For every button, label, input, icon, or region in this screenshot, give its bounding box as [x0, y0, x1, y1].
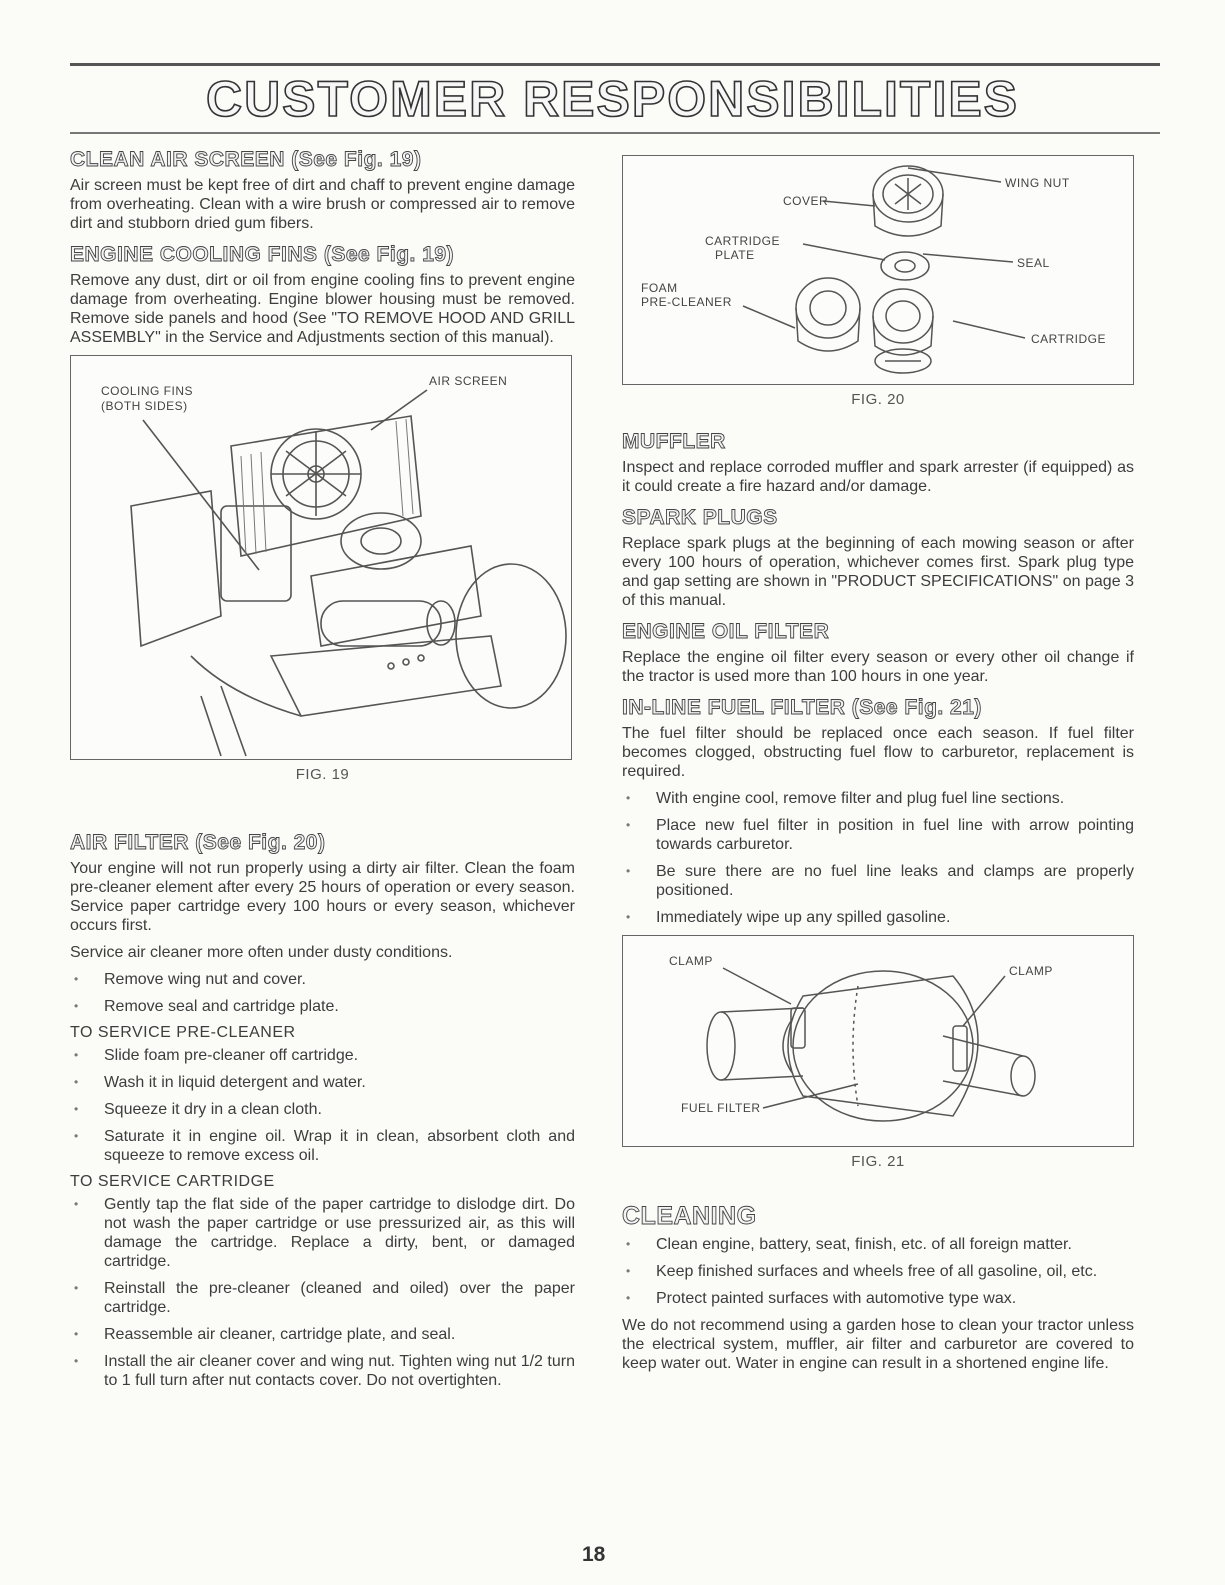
fig19-label-cooling-fins: COOLING FINS [101, 384, 194, 398]
muffler-section [622, 430, 1134, 496]
list-item: • Keep finished surfaces and wheels free of all gasoline, oil, etc. [622, 1262, 1134, 1281]
air-filter-steps [70, 970, 575, 1016]
fig19-caption: FIG. 19 [295, 766, 350, 783]
list-item: • Place new fuel filter in position in fuel line with arrow pointing towards carburetor. [622, 816, 1134, 854]
engine-oil-filter-heading: ENGINE OIL FILTER [622, 620, 830, 643]
fig20-label-cover: COVER [783, 194, 829, 208]
engine-drawing [71, 356, 571, 759]
list-item: • Gently tap the flat side of the paper cartridge to dislodge dirt. Do not wash the paper cartridge or use pressurized air, as this will damage the cartridge. Replace a dirty, bent, or damaged cartridge. [70, 1195, 575, 1271]
fuel-filter-steps [622, 789, 1134, 927]
precleaner-subheading: TO SERVICE PRE-CLEANER [70, 1024, 296, 1041]
figure-19-engine-illustration [70, 355, 572, 760]
fig19-label-both-sides: (BOTH SIDES) [101, 399, 188, 413]
engine-cooling-fins-text: Remove any dust, dirt or oil from engine cooling fins to prevent engine damage from overheating. Engine blower housing must be removed. Remove side panels and hood (See "TO REMOVE HOOD AND GRILL ASSEMBLY" in the Service and Adjustments section of this manual). [70, 272, 575, 346]
page-number: 18 [582, 1543, 606, 1566]
fig20-label-wing-nut: WING NUT [1005, 176, 1070, 190]
list-item: • Wash it in liquid detergent and water. [70, 1073, 575, 1092]
fig19-label-air-screen: AIR SCREEN [429, 374, 508, 388]
fig20-label-seal: SEAL [1017, 256, 1050, 270]
fig21-label-clamp-left: CLAMP [669, 954, 713, 968]
air-filter-section [70, 831, 575, 1390]
list-item: • Be sure there are no fuel line leaks and clamps are properly positioned. [622, 862, 1134, 900]
clean-air-screen-heading: CLEAN AIR SCREEN (See Fig. 19) [70, 148, 422, 171]
precleaner-steps [70, 1046, 575, 1165]
cartridge-steps [70, 1195, 575, 1390]
muffler-text: Inspect and replace corroded muffler and spark arrester (if equipped) as it could create a fire hazard and/or damage. [622, 459, 1134, 495]
air-filter-dusty-note: Service air cleaner more often under dusty conditions. [70, 944, 453, 961]
cleaning-section [622, 1202, 1134, 1373]
fuel-filter-heading: IN-LINE FUEL FILTER (See Fig. 21) [622, 696, 982, 719]
list-item: • Protect painted surfaces with automotive type wax. [622, 1289, 1134, 1308]
figure-20-air-cleaner [622, 155, 1134, 385]
air-cleaner-drawing [623, 156, 1133, 384]
cleaning-text: We do not recommend using a garden hose to clean your tractor unless the electrical system, muffler, air filter and carburetor are covered to keep water out. Water in engine can result in a shortened engine life. [622, 1317, 1134, 1372]
engine-cooling-fins-heading: ENGINE COOLING FINS (See Fig. 19) [70, 243, 455, 266]
list-item: • Squeeze it dry in a clean cloth. [70, 1100, 575, 1119]
page-title: CUSTOMER RESPONSIBILITIES [205, 71, 1020, 127]
fig20-label-cartridge-plate-1: CARTRIDGE [705, 234, 780, 248]
fuel-filter-text: The fuel filter should be replaced once each season. If fuel filter becomes clogged, obstructing fuel flow to carburetor, replacement is required. [622, 725, 1134, 780]
list-item: • Immediately wipe up any spilled gasoline. [622, 908, 1134, 927]
engine-oil-filter-section [622, 620, 1134, 686]
fig20-label-foam: FOAM [641, 281, 678, 295]
fig20-label-cartridge: CARTRIDGE [1031, 332, 1106, 346]
engine-oil-filter-text: Replace the engine oil filter every season or every other oil change if the tractor is used more than 100 hours in one year. [622, 649, 1134, 685]
air-filter-text: Your engine will not run properly using a dirty air filter. Clean the foam pre-cleaner element after every 25 hours of operation or every season. Service paper cartridge every 100 hours or every season, whichever occurs first. [70, 860, 575, 934]
fig20-caption: FIG. 20 [851, 391, 905, 408]
list-item: • Remove wing nut and cover. [70, 970, 575, 989]
cartridge-subheading: TO SERVICE CARTRIDGE [70, 1173, 275, 1190]
fig21-label-fuel-filter: FUEL FILTER [681, 1101, 761, 1115]
clean-air-screen-text: Air screen must be kept free of dirt and chaff to prevent engine damage from overheating. Clean with a wire brush or compressed air to remove dirt and stubborn dried gum fibers. [70, 177, 575, 232]
left-column [70, 148, 575, 1398]
fig21-caption: FIG. 21 [851, 1153, 905, 1170]
fig20-label-cartridge-plate-2: PLATE [715, 248, 755, 262]
spark-plugs-text: Replace spark plugs at the beginning of each mowing season or after every 100 hours of operation, whichever comes first. Spark plug type and gap setting are shown in "PRODUCT SPECIFICATIONS" on page 3 of this manual. [622, 535, 1134, 609]
top-rule [70, 63, 1160, 66]
list-item: • Saturate it in engine oil. Wrap it in clean, absorbent cloth and squeeze to remove excess oil. [70, 1127, 575, 1165]
spark-plugs-heading: SPARK PLUGS [622, 506, 778, 529]
list-item: • Reinstall the pre-cleaner (cleaned and oiled) over the paper cartridge. [70, 1279, 575, 1317]
clean-air-screen-section [70, 148, 575, 233]
fig21-label-clamp-right: CLAMP [1009, 964, 1053, 978]
list-item: • Install the air cleaner cover and wing nut. Tighten wing nut 1/2 turn to 1 full turn after nut contacts cover. Do not overtighten. [70, 1352, 575, 1390]
list-item: • With engine cool, remove filter and plug fuel line sections. [622, 789, 1134, 808]
title-underline [70, 132, 1160, 134]
fig20-label-pre-cleaner: PRE-CLEANER [641, 295, 732, 309]
list-item: • Remove seal and cartridge plate. [70, 997, 575, 1016]
air-filter-heading: AIR FILTER (See Fig. 20) [70, 831, 326, 854]
list-item: • Reassemble air cleaner, cartridge plate, and seal. [70, 1325, 575, 1344]
list-item: • Slide foam pre-cleaner off cartridge. [70, 1046, 575, 1065]
fuel-filter-section [622, 696, 1134, 927]
engine-cooling-fins-section [70, 243, 575, 347]
cleaning-heading: CLEANING [622, 1202, 757, 1230]
list-item: • Clean engine, battery, seat, finish, etc. of all foreign matter. [622, 1235, 1134, 1254]
spark-plugs-section [622, 506, 1134, 610]
right-column [622, 155, 1134, 1381]
cleaning-steps [622, 1235, 1134, 1308]
muffler-heading: MUFFLER [622, 430, 726, 453]
figure-21-fuel-filter [622, 935, 1134, 1147]
